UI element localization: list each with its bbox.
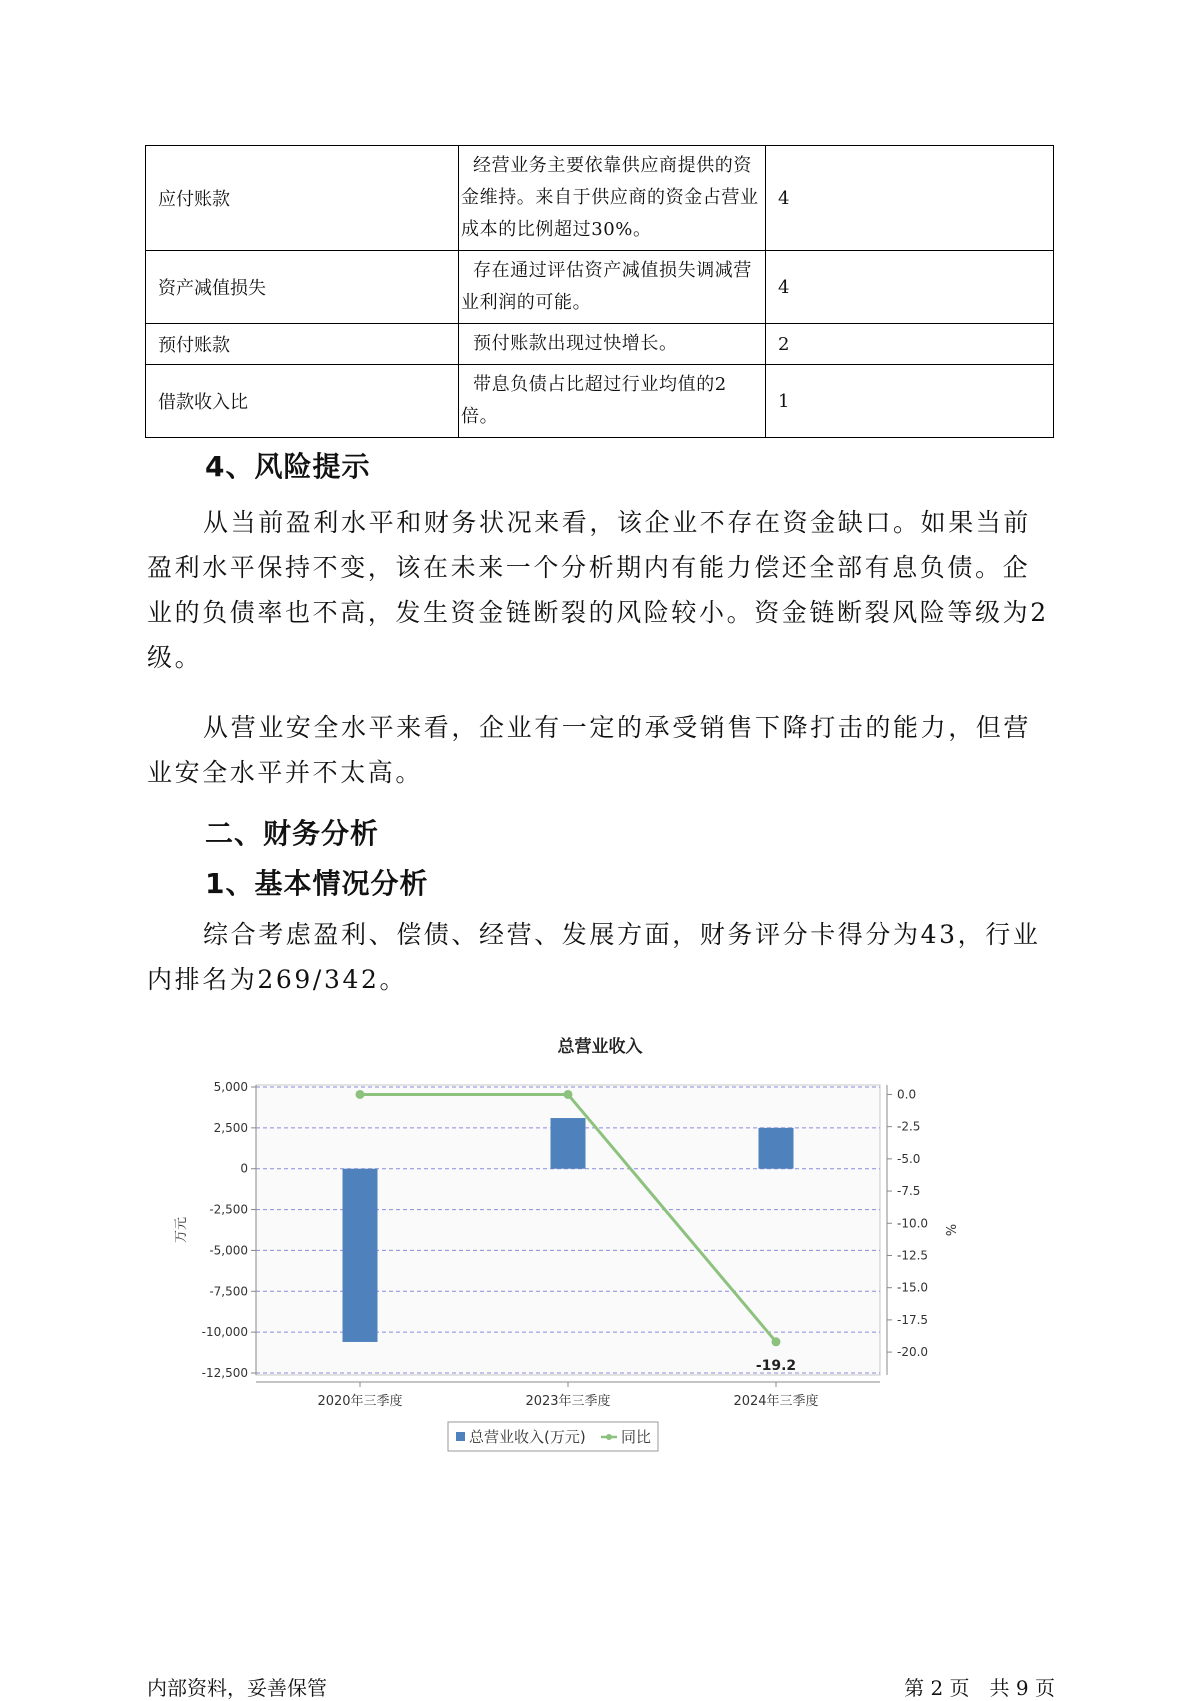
y2-tick-label: -12.5 — [897, 1248, 929, 1263]
chart-legend — [448, 1422, 658, 1451]
bar — [759, 1128, 794, 1169]
y2-tick-label: -10.0 — [897, 1216, 929, 1231]
risk-heading: 4、风险提示 — [205, 450, 371, 483]
table-row — [146, 146, 1054, 251]
risk-paragraph-1: 从当前盈利水平和财务状况来看，该企业不存在资金缺口。如果当前盈利水平保持不变，该在未来一个分析期内有能力偿还全部有息负债。企业的负债率也不高，发生资金链断裂的风险较小。资金链断裂风险等级为2级。 — [147, 508, 1049, 672]
table-row — [146, 251, 1054, 324]
basic-analysis-heading: 1、基本情况分析 — [205, 867, 429, 900]
y-tick-label: 5,000 — [213, 1080, 248, 1094]
indicator-description: 存在通过评估资产减值损失调减营业利润的可能。 — [459, 251, 766, 324]
y2-axis-ticks — [887, 1087, 928, 1359]
data-label: -19.2 — [755, 1357, 797, 1374]
bar — [343, 1169, 378, 1342]
indicator-name: 资产减值损失 — [146, 251, 459, 324]
legend-line-marker — [606, 1434, 612, 1440]
y-tick-label: -7,500 — [209, 1284, 248, 1299]
bar — [551, 1118, 586, 1169]
indicator-description: 经营业务主要依靠供应商提供的资金维持。来自于供应商的资金占营业成本的比例超过30%。 — [459, 146, 766, 251]
table-row — [146, 324, 1054, 365]
legend-bar-swatch — [456, 1432, 465, 1441]
y-tick-label: -5,000 — [209, 1243, 248, 1258]
y2-tick-label: -20.0 — [897, 1345, 929, 1360]
legend-line-label: 同比 — [621, 1428, 652, 1446]
indicator-name: 预付账款 — [146, 324, 459, 365]
y-tick-label: -12,500 — [201, 1366, 248, 1380]
indicator-name: 应付账款 — [146, 146, 459, 251]
indicator-description: 预付账款出现过快增长。 — [459, 324, 766, 365]
y-tick-label: -2,500 — [209, 1202, 248, 1217]
line-point — [564, 1090, 573, 1099]
footer-confidential-note: 内部资料，妥善保管 — [147, 1676, 327, 1700]
legend-bar-label: 总营业收入(万元) — [469, 1428, 586, 1446]
y-axis-ticks — [202, 1080, 256, 1380]
indicator-name: 借款收入比 — [146, 365, 459, 438]
x-tick-label: 2020年三季度 — [317, 1394, 403, 1409]
table-row — [146, 365, 1054, 438]
x-axis-ticks — [317, 1382, 818, 1409]
y2-tick-label: 0.0 — [897, 1087, 917, 1102]
revenue-chart — [170, 1030, 1050, 1490]
finance-heading: 二、财务分析 — [205, 817, 380, 850]
risk-paragraph-2: 从营业安全水平来看，企业有一定的承受销售下降打击的能力，但营业安全水平并不太高。 — [147, 713, 1032, 787]
y-tick-label: 0 — [240, 1161, 248, 1176]
x-tick-label: 2023年三季度 — [525, 1394, 611, 1409]
risk-indicator-table — [145, 145, 1054, 438]
indicator-score: 4 — [766, 146, 1054, 251]
y2-axis-label: % — [942, 1223, 957, 1237]
y2-tick-label: -2.5 — [897, 1119, 921, 1134]
y-axis-label: 万元 — [174, 1216, 189, 1244]
chart-title: 总营业收入 — [557, 1037, 643, 1057]
indicator-score: 4 — [766, 251, 1054, 324]
y-tick-label: -10,000 — [201, 1325, 248, 1340]
indicator-score: 1 — [766, 365, 1054, 438]
y-tick-label: 2,500 — [213, 1120, 248, 1135]
y2-tick-label: -7.5 — [897, 1184, 921, 1199]
x-tick-label: 2024年三季度 — [733, 1394, 819, 1409]
score-paragraph: 综合考虑盈利、偿债、经营、发展方面，财务评分卡得分为43，行业内排名为269/342。 — [147, 920, 1041, 994]
line-point — [356, 1090, 365, 1099]
line-point — [772, 1337, 781, 1346]
indicator-description: 带息负债占比超过行业均值的2倍。 — [459, 365, 766, 438]
y2-tick-label: -15.0 — [897, 1280, 929, 1295]
indicator-score: 2 — [766, 324, 1054, 365]
y2-tick-label: -17.5 — [897, 1312, 929, 1327]
footer-page-number: 第 2 页 共 9 页 — [904, 1676, 1055, 1700]
y2-tick-label: -5.0 — [897, 1151, 921, 1166]
